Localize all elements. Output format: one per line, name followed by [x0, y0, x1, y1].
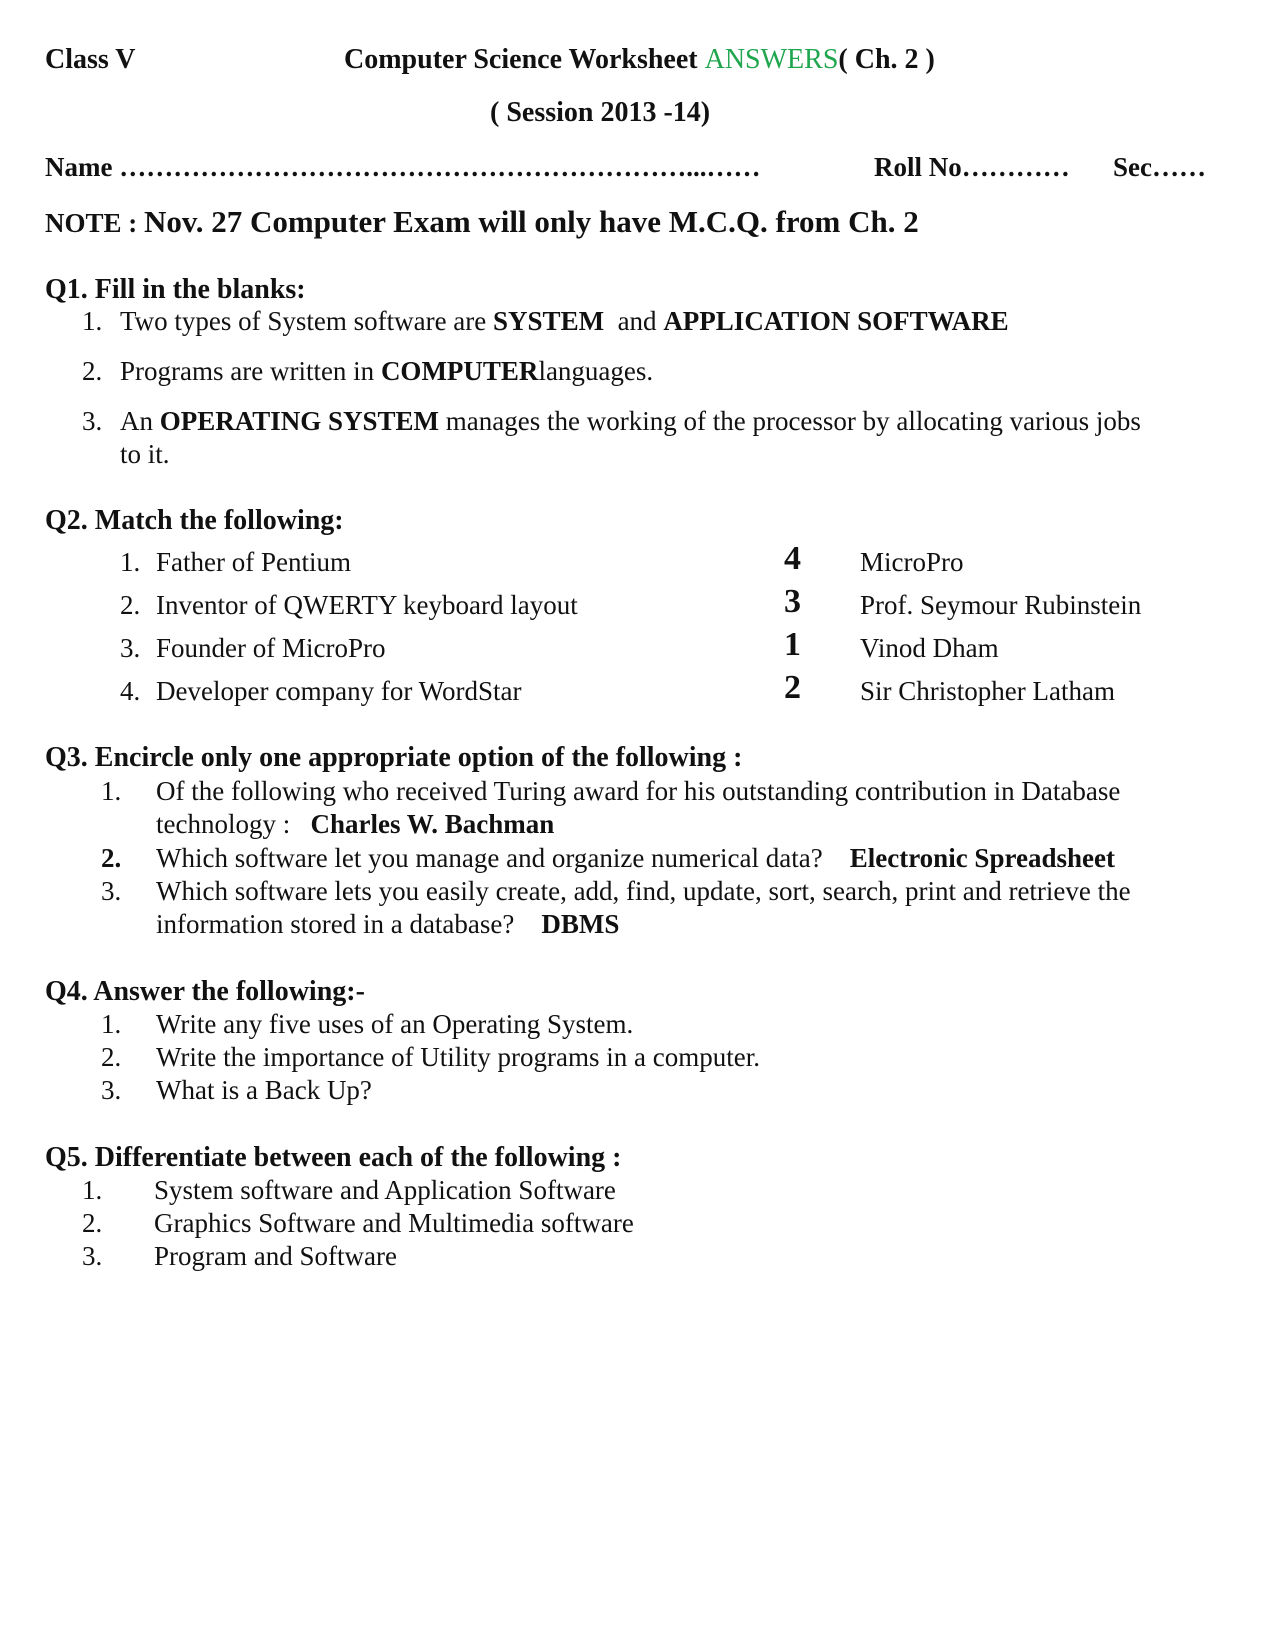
q2-row-2-answer: 3 — [784, 583, 801, 620]
q3-item-2 — [156, 843, 1115, 874]
q5-heading: Q5. Differentiate between each of the following : — [45, 1142, 622, 1173]
q5-item-2: Graphics Software and Multimedia software — [154, 1208, 634, 1238]
title-answers: ANSWERS — [704, 44, 839, 75]
q1-item-2-post: languages. — [538, 356, 654, 386]
q2-row-2-left: Inventor of QWERTY keyboard layout — [156, 590, 578, 620]
name-field: Name ………………………………………………………...…… — [45, 152, 761, 182]
q1-item-3-post: manages the working of the processor by allocating various jobs — [439, 406, 1141, 436]
q1-item-3-number: 3. — [82, 406, 103, 436]
q3-heading: Q3. Encircle only one appropriate option of the following : — [45, 742, 743, 773]
q2-row-1-number: 1. — [120, 547, 141, 577]
q2-row-3-left: Founder of MicroPro — [156, 633, 386, 663]
q3-item-2-text: Which software let you manage and organize numerical data? — [156, 843, 850, 873]
class-label: Class V — [45, 44, 136, 75]
q5-item-2-number: 2. — [82, 1208, 103, 1238]
q3-item-1-line-2 — [156, 809, 554, 840]
q5-item-3-number: 3. — [82, 1241, 103, 1271]
q3-item-3-number: 3. — [101, 876, 122, 906]
q3-item-2-answer: Electronic Spreadsheet — [849, 843, 1115, 873]
q2-row-1-answer: 4 — [784, 540, 801, 577]
q4-heading: Q4. Answer the following:- — [45, 976, 365, 1007]
q4-item-3-number: 3. — [101, 1075, 122, 1105]
q1-item-3-answer: OPERATING SYSTEM — [159, 406, 440, 436]
q3-item-1-line-1: Of the following who received Turing award for his outstanding contribution in Database — [156, 776, 1121, 806]
q1-item-2 — [120, 356, 653, 387]
roll-no-field: Roll No………… — [874, 152, 1070, 182]
q3-item-3-line-1: Which software lets you easily create, add, find, update, sort, search, print and retrieve the — [156, 876, 1131, 906]
q1-heading: Q1. Fill in the blanks: — [45, 274, 306, 305]
q2-row-4-answer: 2 — [784, 669, 801, 706]
q1-item-1-mid: and — [604, 306, 664, 336]
q2-row-3-number: 3. — [120, 633, 141, 663]
q3-item-3-text: information stored in a database? — [156, 909, 542, 939]
q1-item-1-text: Two types of System software are — [120, 306, 494, 336]
q1-item-2-answer: COMPUTER — [380, 356, 539, 386]
q2-row-4-right: Sir Christopher Latham — [860, 676, 1115, 706]
q3-item-1-number: 1. — [101, 776, 122, 806]
q2-row-4-number: 4. — [120, 676, 141, 706]
session-label: ( Session 2013 -14) — [490, 97, 711, 128]
q3-item-3-answer: DBMS — [541, 909, 620, 939]
q2-row-2-right: Prof. Seymour Rubinstein — [860, 590, 1142, 620]
q3-item-2-number: 2. — [101, 843, 122, 873]
q1-item-1-number: 1. — [82, 306, 103, 336]
title-tail: ( Ch. 2 ) — [838, 44, 935, 75]
worksheet-title — [344, 44, 935, 76]
q4-item-1-number: 1. — [101, 1009, 122, 1039]
note-text: Nov. 27 Computer Exam will only have M.C.Q. from Ch. 2 — [144, 204, 919, 239]
q1-item-3-text: An — [120, 406, 160, 436]
q2-row-1-right: MicroPro — [860, 547, 964, 577]
title-main: Computer Science Worksheet — [344, 44, 705, 75]
q4-item-3: What is a Back Up? — [156, 1075, 372, 1105]
q2-row-3-right: Vinod Dham — [860, 633, 999, 663]
q2-heading: Q2. Match the following: — [45, 505, 344, 536]
q5-item-1-number: 1. — [82, 1175, 103, 1205]
note — [45, 204, 919, 240]
q2-row-1-left: Father of Pentium — [156, 547, 351, 577]
q1-item-1-answer-1: SYSTEM — [493, 306, 605, 336]
q5-item-3: Program and Software — [154, 1241, 397, 1271]
q1-item-3 — [120, 406, 1141, 437]
q1-item-2-number: 2. — [82, 356, 103, 386]
q1-item-3-continuation: to it. — [120, 439, 170, 469]
q5-item-1: System software and Application Software — [154, 1175, 616, 1205]
q2-row-2-number: 2. — [120, 590, 141, 620]
q4-item-1: Write any five uses of an Operating System. — [156, 1009, 634, 1039]
q2-row-4-left: Developer company for WordStar — [156, 676, 522, 706]
q3-item-1-text: technology : — [156, 809, 311, 839]
q1-item-2-text: Programs are written in — [120, 356, 381, 386]
q4-item-2: Write the importance of Utility programs in a computer. — [156, 1042, 760, 1072]
q3-item-3-line-2 — [156, 909, 619, 940]
q1-item-1 — [120, 306, 1009, 337]
q1-item-1-answer-2: APPLICATION SOFTWARE — [663, 306, 1009, 336]
q4-item-2-number: 2. — [101, 1042, 122, 1072]
note-label: NOTE : — [45, 208, 145, 238]
section-field: Sec…… — [1113, 152, 1206, 182]
q3-item-1-answer: Charles W. Bachman — [310, 809, 555, 839]
q2-row-3-answer: 1 — [784, 626, 801, 663]
